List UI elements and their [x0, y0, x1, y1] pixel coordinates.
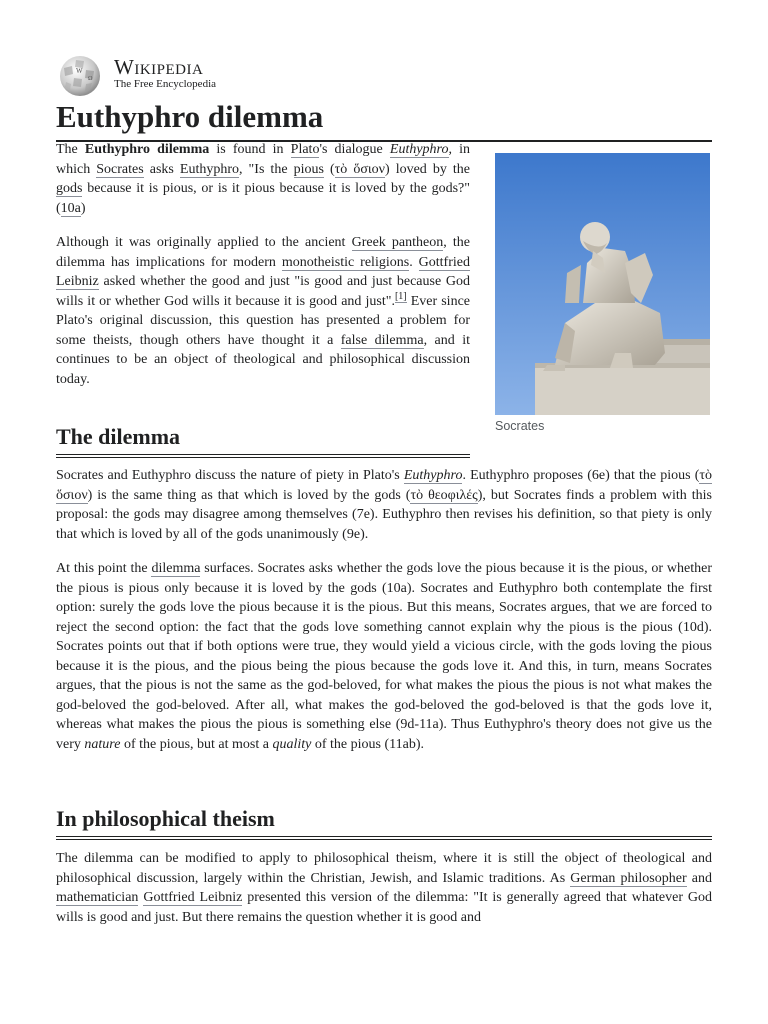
text: . Euthyphro proposes (6e) that the pious ( — [462, 468, 700, 483]
wikipedia-wordmark[interactable] — [114, 56, 216, 91]
site-name: Wikipedia — [114, 55, 204, 79]
text: is found in — [209, 142, 291, 157]
link-german-philosopher[interactable]: German philosopher — [570, 870, 687, 886]
link-greek-pantheon[interactable]: Greek pantheon — [351, 235, 444, 250]
text: presented this version of the dilemma: "It is generally agreed that whatever God wills is good and just. But there remains the question whether it is good and — [56, 890, 713, 925]
link-pious[interactable]: pious — [293, 161, 324, 177]
text: asks — [143, 161, 180, 177]
wikipedia-globe-logo[interactable] — [56, 54, 104, 98]
text: , and it continues to be an object of theological and philosophical discussion today. — [56, 332, 471, 387]
section-philosophical-theism — [56, 849, 712, 927]
link-socrates[interactable]: Socrates — [96, 161, 144, 177]
socrates-figure — [495, 153, 710, 433]
link-greek-pious[interactable]: τὸ ὅσιον — [56, 468, 712, 503]
link-monotheistic-religions[interactable]: monotheistic religions — [281, 254, 410, 270]
link-euthyphro-dialogue[interactable]: Euthyphro — [403, 468, 463, 483]
text: ) — [80, 200, 86, 216]
text: , the dilemma has implications for modern — [56, 235, 470, 270]
text: asked whether the good and just "is good and just because God wills it or whether God wills it because it is good and just". — [56, 274, 470, 309]
section-the-dilemma — [56, 466, 712, 754]
text: At this point the — [56, 561, 152, 576]
text: surfaces. Socrates asks whether the gods love the pious because it is the pious, or whether the pious is pious only because it is loved by the gods (10a). Socrates and Euthyphro both contemplate the first option: surely the gods love the pious because it is the pious. But this means, Socrates argues, that we are forced to reject the second option: the fact that the gods love something cannot explain why the pious is the pious (10d). Socrates points out that if both options were true, they would yield a vicious circle, with the gods loving the pious because it is the pious, and the pious being the pious because the gods love it. And this, in turn, means Socrates argues, that the pious is not the same as the god-beloved, for what makes the pious the pious is not what makes the god-beloved the god-beloved. After all, what makes the god-beloved the god-beloved is that the gods love it, whereas what makes the pious the pious is something else (9d-11a). Thus Euthyphro's theory does not give us the very — [56, 561, 712, 752]
bold-term: Euthyphro dilemma — [84, 142, 210, 157]
link-dilemma[interactable]: dilemma — [151, 561, 201, 576]
text: . — [409, 254, 419, 270]
text: ) loved by the — [384, 161, 470, 177]
dilemma-paragraph-1 — [56, 466, 712, 544]
text: Although it was originally applied to the ancient — [56, 235, 352, 250]
dilemma-paragraph-2 — [56, 559, 712, 754]
lead-paragraph-2 — [56, 233, 470, 389]
site-header — [56, 52, 712, 98]
link-greek-pious[interactable]: τὸ ὅσιον — [334, 161, 385, 177]
link-euthyphro[interactable]: Euthyphro — [179, 161, 240, 177]
page-title: Euthyphro dilemma — [56, 98, 712, 142]
text: of the pious (11ab). — [311, 736, 424, 752]
svg-text:Ω: Ω — [88, 76, 93, 82]
text: The dilemma can be modified to apply to philosophical theism, where it is still the object of theological and philosophical discussion, largely within the Christian, Jewish, and Islamic traditions. As — [56, 851, 712, 886]
link-plato[interactable]: Plato — [290, 142, 320, 157]
link-10a[interactable]: 10a — [60, 200, 81, 216]
text: 's dialogue — [319, 142, 390, 157]
article-page — [56, 52, 713, 925]
figure-caption: Socrates — [495, 419, 545, 433]
text: , in which — [56, 142, 471, 177]
link-gottfried-leibniz[interactable]: Gottfried Leibniz — [143, 890, 243, 905]
text: ) is the same thing as that which is loved by the gods ( — [87, 487, 411, 503]
lead-section — [56, 140, 470, 389]
reference-1[interactable]: [1] — [394, 290, 407, 302]
text: , "Is the — [239, 161, 294, 177]
link-gottfried-leibniz[interactable]: Gottfried Leibniz — [56, 254, 470, 289]
link-mathematician[interactable]: mathematician — [56, 890, 139, 905]
link-gods[interactable]: gods — [56, 181, 83, 196]
theism-paragraph-1 — [56, 849, 712, 927]
text: Ever since Plato's original discussion, this question has presented a problem for some theists, though others have thought it a — [56, 293, 471, 348]
text: ( — [323, 161, 335, 177]
svg-text:W: W — [76, 67, 83, 75]
emphasis-quality: quality — [272, 736, 312, 752]
text: and — [686, 870, 712, 886]
text: The — [56, 142, 85, 157]
socrates-statue-image[interactable] — [495, 153, 710, 415]
emphasis-nature: nature — [84, 736, 121, 752]
link-greek-god-beloved[interactable]: τὸ θεοφιλές — [410, 487, 478, 503]
section-heading-philosophical-theism: In philosophical theism — [56, 805, 712, 840]
link-euthyphro-dialogue[interactable]: Euthyphro — [389, 142, 449, 157]
section-heading-the-dilemma: The dilemma — [56, 423, 470, 458]
text: ), but Socrates finds a problem with this proposal: the gods may disagree among themselves (7e). Euthyphro then revises his definition, so that piety is only that which is loved by all of the gods unanimously (9e). — [56, 487, 712, 542]
text: of the pious, but at most a — [120, 736, 273, 752]
text: Socrates and Euthyphro discuss the nature of piety in Plato's — [56, 468, 404, 483]
link-false-dilemma[interactable]: false dilemma — [340, 332, 424, 348]
site-tagline: The Free Encyclopedia — [114, 78, 217, 90]
lead-paragraph-1 — [56, 140, 470, 218]
text: because it is pious, or is it pious because it is loved by the gods?" ( — [56, 181, 470, 216]
